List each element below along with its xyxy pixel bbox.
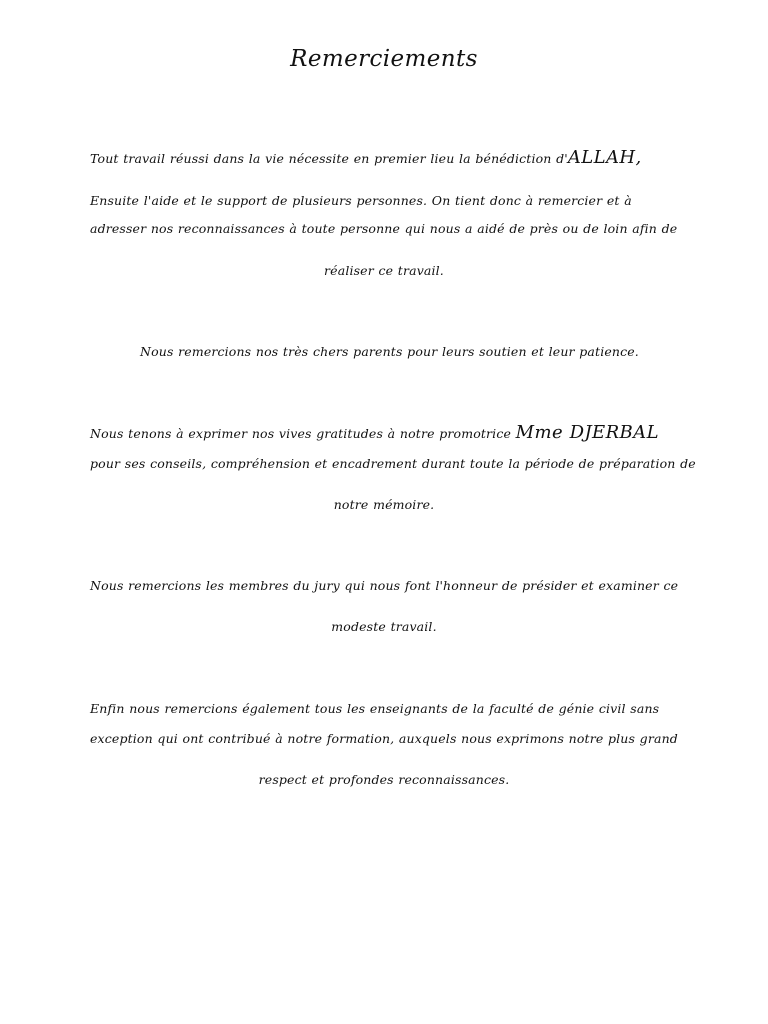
- paragraph-3-line-1-text: Nous tenons à exprimer nos vives gratitudes à notre promotrice: [90, 426, 512, 441]
- paragraph-3-line-1: [90, 424, 659, 443]
- paragraph-1-line-1-text: Tout travail réussi dans la vie nécessite en premier lieu la bénédiction d': [90, 151, 568, 166]
- paragraph-3-line-2: pour ses conseils, compréhension et encadrement durant toute la période de préparation de: [90, 456, 696, 471]
- paragraph-4-line-1: Nous remercions les membres du jury qui nous font l'honneur de présider et examiner ce: [90, 578, 679, 593]
- paragraph-5-line-2: exception qui ont contribué à notre formation, auxquels nous exprimons notre plus grand: [90, 731, 678, 746]
- page-title: Remerciements: [290, 46, 478, 72]
- promotrice-name: Mme DJERBAL: [515, 422, 659, 443]
- paragraph-1-line-1: [90, 149, 642, 168]
- paragraph-3-line-3: notre mémoire.: [333, 497, 435, 512]
- paragraph-5-line-3: respect et profondes reconnaissances.: [258, 772, 510, 787]
- paragraph-1-line-2: Ensuite l'aide et le support de plusieurs personnes. On tient donc à remercier et à: [90, 193, 632, 208]
- paragraph-1-line-4: réaliser ce travail.: [324, 263, 444, 278]
- paragraph-2-line-1: Nous remercions nos très chers parents pour leurs soutien et leur patience.: [140, 344, 639, 359]
- paragraph-1-line-3: adresser nos reconnaissances à toute personne qui nous a aidé de près ou de loin afin de: [90, 221, 678, 236]
- allah-name: ALLAH,: [567, 147, 642, 168]
- paragraph-4-line-2: modeste travail.: [331, 619, 437, 634]
- paragraph-5-line-1: Enfin nous remercions également tous les enseignants de la faculté de génie civil sans: [90, 701, 660, 716]
